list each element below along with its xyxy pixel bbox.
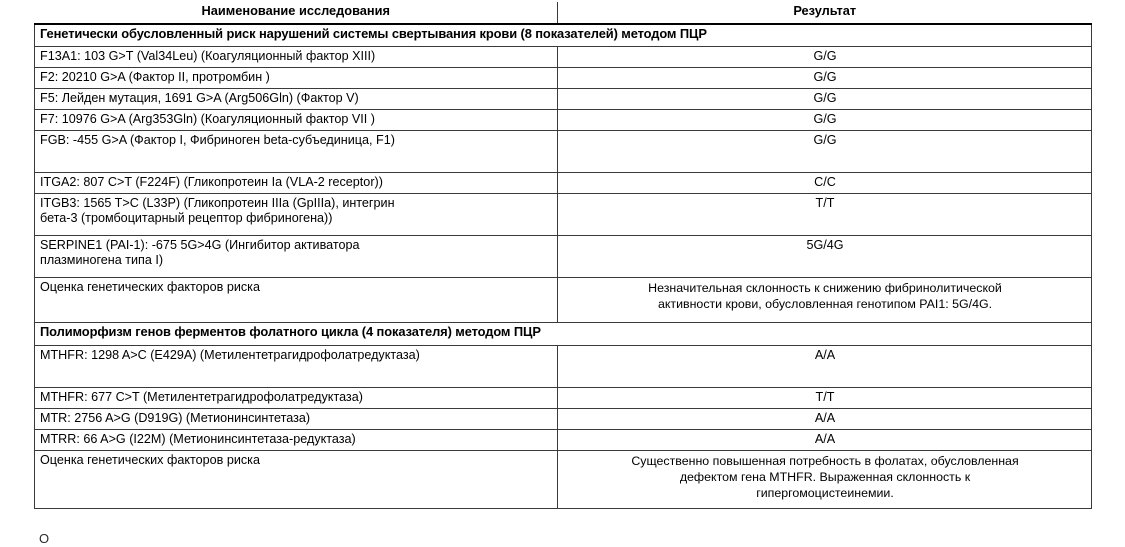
- column-header-name: Наименование исследования: [35, 2, 558, 24]
- table-header-row: [35, 2, 1092, 24]
- assessment-text-line-2: дефектом гена MTHFR. Выраженная склонность к: [679, 470, 971, 485]
- assessment-label: Оценка генетических факторов риска: [35, 451, 558, 509]
- assessment-text: [558, 451, 1092, 509]
- test-result: A/A: [558, 430, 1092, 451]
- test-result: A/A: [558, 346, 1092, 388]
- test-result: 5G/4G: [558, 236, 1092, 278]
- assessment-text-line-3: гипергомоцистеинемии.: [756, 485, 894, 500]
- table-row: [35, 110, 1092, 131]
- column-header-result: Результат: [558, 2, 1092, 24]
- test-result: G/G: [558, 68, 1092, 89]
- test-name: MTR: 2756 A>G (D919G) (Метионинсинтетаза): [35, 409, 558, 430]
- table-body: [35, 24, 1092, 509]
- test-name: F13A1: 103 G>T (Val34Leu) (Коагуляционный фактор XIII): [35, 47, 558, 68]
- assessment-text-line-1: Существенно повышенная потребность в фолатах, обусловленная: [631, 454, 1019, 469]
- assessment-text: [558, 278, 1092, 323]
- assessment-row: [35, 451, 1092, 509]
- table-row: [35, 430, 1092, 451]
- test-name: [35, 236, 558, 278]
- test-result: T/T: [558, 194, 1092, 236]
- section-header-row: [35, 24, 1092, 47]
- test-name: MTRR: 66 A>G (I22M) (Метионинсинтетаза-редуктаза): [35, 430, 558, 451]
- test-name: MTHFR: 677 C>T (Метилентетрагидрофолатредуктаза): [35, 388, 558, 409]
- table-row: [35, 89, 1092, 110]
- table-row: [35, 194, 1092, 236]
- test-name: F2: 20210 G>A (Фактор II, протромбин ): [35, 68, 558, 89]
- table-row: [35, 236, 1092, 278]
- table-row: [35, 131, 1092, 173]
- test-name: MTHFR: 1298 A>C (E429A) (Метилентетрагидрофолатредуктаза): [35, 346, 558, 388]
- clipped-glyph: О: [39, 533, 50, 546]
- table-row: [35, 409, 1092, 430]
- test-name-line-1: SERPINE1 (PAI-1): -675 5G>4G (Ингибитор активатора: [40, 238, 360, 253]
- test-name-line-2: бета-3 (тромбоцитарный рецептор фибриногена)): [40, 210, 333, 225]
- test-result: G/G: [558, 131, 1092, 173]
- table-row: [35, 47, 1092, 68]
- table-row: [35, 173, 1092, 194]
- section-title-folate: Полиморфизм генов ферментов фолатного цикла (4 показателя) методом ПЦР: [35, 323, 1092, 346]
- test-result: T/T: [558, 388, 1092, 409]
- clipped-text-below-table: [39, 533, 55, 546]
- table-header: [35, 2, 1092, 24]
- assessment-label: Оценка генетических факторов риска: [35, 278, 558, 323]
- assessment-row: [35, 278, 1092, 323]
- test-result: G/G: [558, 110, 1092, 131]
- test-name: F7: 10976 G>A (Arg353Gln) (Коагуляционный фактор VII ): [35, 110, 558, 131]
- assessment-text-line-1: Незначительная склонность к снижению фибринолитической: [648, 281, 1002, 296]
- section-title-coagulation: Генетически обусловленный риск нарушений системы свертывания крови (8 показателей) методом ПЦР: [35, 24, 1092, 47]
- test-result: G/G: [558, 47, 1092, 68]
- assessment-text-line-2: активности крови, обусловленная генотипом PAI1: 5G/4G.: [657, 297, 993, 312]
- test-name: ITGA2: 807 C>T (F224F) (Гликопротеин Ia (VLA-2 receptor)): [35, 173, 558, 194]
- test-name: [35, 194, 558, 236]
- genetic-results-table: [34, 2, 1092, 509]
- test-result: G/G: [558, 89, 1092, 110]
- test-name: F5: Лейден мутация, 1691 G>A (Arg506Gln) (Фактор V): [35, 89, 558, 110]
- table-row: [35, 388, 1092, 409]
- test-result: A/A: [558, 409, 1092, 430]
- test-name-line-2: плазминогена типа I): [40, 252, 164, 267]
- test-result: C/C: [558, 173, 1092, 194]
- table-row: [35, 68, 1092, 89]
- table-row: [35, 346, 1092, 388]
- test-name-line-1: ITGB3: 1565 T>C (L33P) (Гликопротеин IIIa (GpIIIa), интегрин: [40, 196, 395, 211]
- test-name: FGB: -455 G>A (Фактор I, Фибриноген beta-субъединица, F1): [35, 131, 558, 173]
- section-header-row: [35, 323, 1092, 346]
